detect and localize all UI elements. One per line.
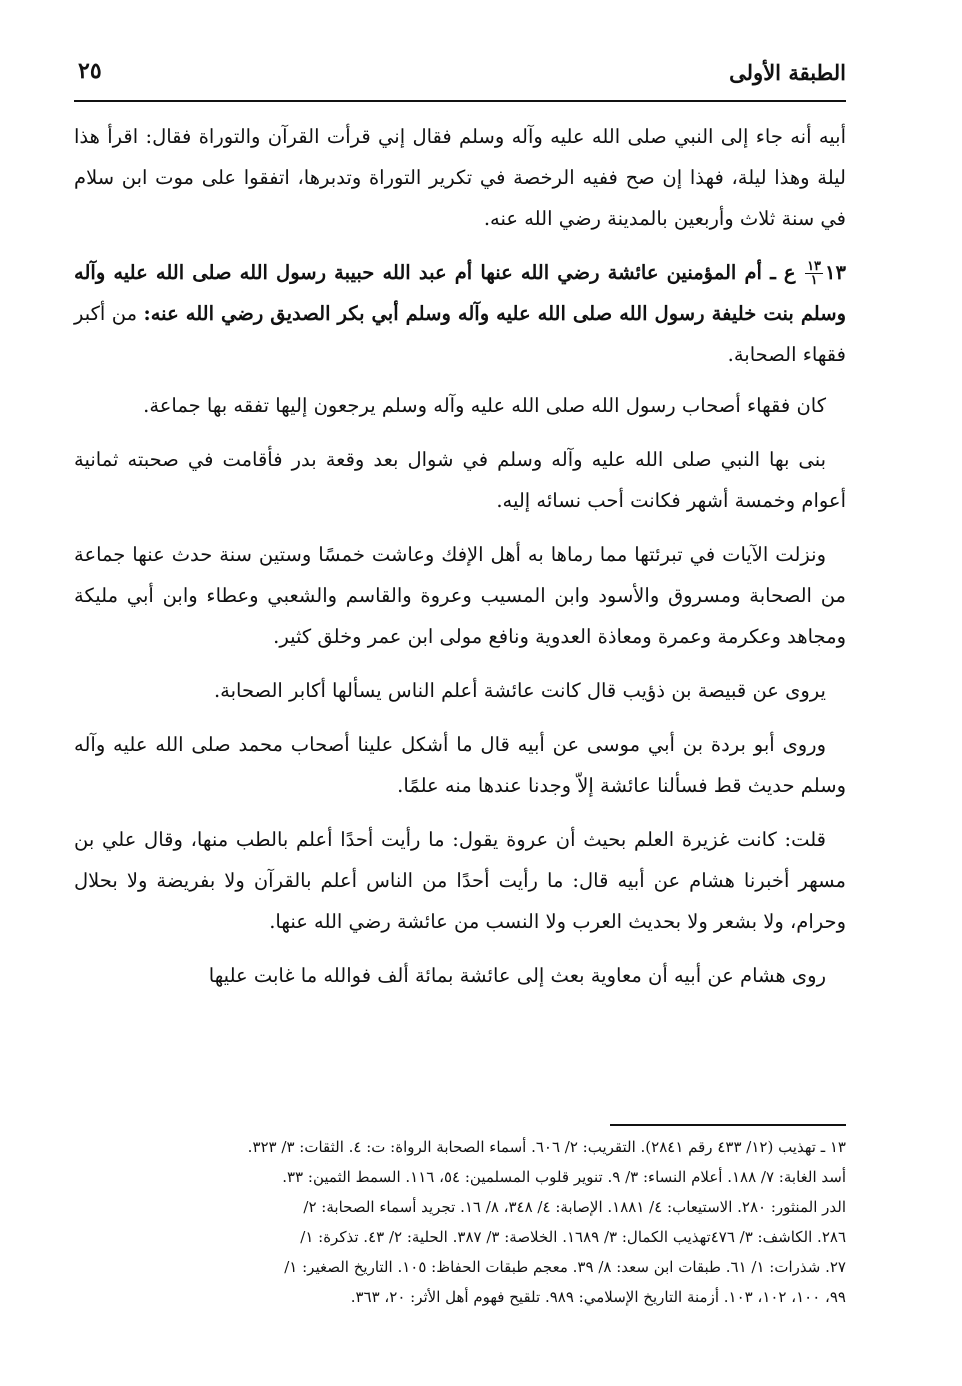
book-page — [74, 0, 846, 1386]
paragraph: بنى بها النبي صلى الله عليه وآله وسلم في شوال بعد وقعة بدر فأقامت في صحبته ثمانية أعوام وخمسة أشهر فكانت أحب نسائه إليه. — [74, 448, 846, 512]
running-title: الطبقة الأولى — [729, 60, 846, 85]
entry-description: من أكبر فقهاء الصحابة. — [74, 302, 846, 366]
paragraph: قلت: كانت غزيرة العلم بحيث أن عروة يقول: ما رأيت أحدًا أعلم بالطب منها، وقال علي بن مسهر أخبرنا هشام عن أبيه قال: ما رأيت أحدًا من الناس أعلم بالقرآن ولا بفريضة ولا بحلال وحرام، ولا بشعر ولا بحديث العرب ولا النسب من عائشة رضي الله عنها. — [74, 828, 846, 933]
page-header — [74, 58, 846, 98]
footnotes — [74, 1132, 846, 1312]
footnote-line: ٢٧. شذرات: ١/ ٦١. طبقات ابن سعد: ٨/ ٣٩. معجم طبقات الحفاظ: ١٠٥. التاريخ الصغير: ١/ — [284, 1258, 846, 1276]
paragraph: ونزلت الآيات في تبرئتها مما رماها به أهل الإفك وعاشت خمسًا وستين سنة حدث عنها جماعة من الصحابة ومسروق والأسود وابن المسيب وعروة والقاسم والشعبي وعطاء وابن أبي مليكة ومجاهد وعكرمة وعمرة ومعاذة العدوية ونافع مولى ابن عمر وخلق كثير. — [74, 543, 846, 648]
footnote-rule — [610, 1124, 846, 1126]
paragraph: أبيه أنه جاء إلى النبي صلى الله عليه وآله وسلم فقال إني قرأت القرآن والتوراة فقال: اقرأ هذا ليلة وهذا ليلة، فهذا إن صح ففيه الرخصة في تكرير التوراة وتدبرها، اتفقوا على موت ابن سلام في سنة ثلاث وأربعين بالمدينة رضي الله عنه. — [74, 125, 846, 230]
footnote-line: ٢٨٦. الكاشف: ٣/ ٤٧٦تهذيب الكمال: ٣/ ١٦٨٩. الخلاصة: ٣/ ٣٨٧. الحلية: ٢/ ٤٣. تذكرة: ١/ — [300, 1228, 846, 1246]
entry-fraction — [805, 260, 823, 287]
footnote-line: الدر المنثور: ٢٨٠. الاستيعاب: ٤/ ١٨٨١. الإصابة: ٤/ ٣٤٨، ٨/ ١٦. تجريد أسماء الصحابة: ٢/ — [303, 1198, 846, 1216]
header-rule — [74, 100, 846, 102]
paragraph: يروى عن قبيصة بن ذؤيب قال كانت عائشة أعلم الناس يسألها أكابر الصحابة. — [213, 679, 826, 702]
entry-number: ١٣ — [825, 261, 846, 284]
footnote-line: ٩٩، ١٠٠، ١٠٢، ١٠٣. أزمنة التاريخ الإسلامي: ٩٨٩. تلقيح فهوم أهل الأثر: ٢٠، ٣٦٣. — [350, 1288, 846, 1306]
page-number: ٢٥ — [78, 58, 102, 84]
footnote-line: أسد الغابة: ٧/ ١٨٨. أعلام النساء: ٣/ ٩. تنوير قلوب المسلمين: ٥٤، ١١٦. السمط الثمين: ٣٣. — [282, 1168, 846, 1186]
main-text — [74, 116, 846, 1009]
entry-heading-paragraph — [74, 252, 846, 375]
entry-title: ع ـ أم المؤمنين عائشة رضي الله عنها أم عبد الله حبيبة رسول الله صلى الله عليه وآله وسلم بنت خليفة رسول الله صلى الله عليه وآله وسلم أبي بكر الصديق رضي الله عنه: — [74, 261, 847, 325]
fraction-numerator: ١٣ — [807, 259, 822, 274]
fraction-denominator: ١ — [810, 273, 818, 288]
paragraph: وروى أبو بردة بن أبي موسى عن أبيه قال ما أشكل علينا أصحاب محمد صلى الله عليه وآله وسلم حديث قط فسألنا عائشة إلاّ وجدنا عندها منه علمًا. — [74, 733, 846, 797]
footnote-line: ١٣ ـ تهذيب (١٢/ ٤٣٣ رقم ٢٨٤١). التقريب: ٢/ ٦٠٦. أسماء الصحابة الرواة: ت: ٤. الثقات: ٣/ ٣٢٣. — [247, 1138, 846, 1156]
paragraph: روى هشام عن أبيه أن معاوية بعث إلى عائشة بمائة ألف فوالله ما غابت عليها — [208, 964, 826, 987]
paragraph: كان فقهاء أصحاب رسول الله صلى الله عليه وآله وسلم يرجعون إليها تفقه بها جماعة. — [143, 394, 826, 417]
